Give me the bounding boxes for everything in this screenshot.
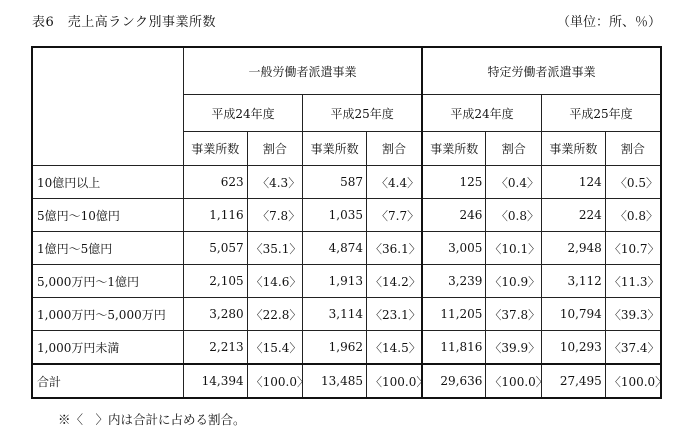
establishments-table bbox=[31, 46, 668, 399]
count-cell: 2,105 bbox=[183, 265, 247, 298]
col-header-count: 事業所数 bbox=[422, 132, 486, 166]
count-cell: 587 bbox=[303, 166, 367, 199]
count-cell: 4,874 bbox=[303, 232, 367, 265]
pct-cell: 〈15.4〉 bbox=[247, 331, 303, 365]
pct-cell: 〈10.1〉 bbox=[486, 232, 542, 265]
row-label: 10億円以上 bbox=[32, 166, 183, 199]
table-row bbox=[32, 199, 661, 232]
count-cell: 14,394 bbox=[183, 364, 247, 398]
pct-cell: 〈39.9〉 bbox=[486, 331, 542, 365]
pct-cell: 〈11.3〉 bbox=[605, 265, 661, 298]
row-label: 5,000万円～1億円 bbox=[32, 265, 183, 298]
count-cell: 29,636 bbox=[422, 364, 486, 398]
pct-cell: 〈100.0〉 bbox=[367, 364, 423, 398]
col-header-pct: 割合 bbox=[247, 132, 303, 166]
count-cell: 3,112 bbox=[542, 265, 606, 298]
col-header-count: 事業所数 bbox=[542, 132, 606, 166]
count-cell: 27,495 bbox=[542, 364, 606, 398]
count-cell: 623 bbox=[183, 166, 247, 199]
pct-cell: 〈14.2〉 bbox=[367, 265, 423, 298]
group-header-specific: 特定労働者派遣事業 bbox=[422, 47, 661, 95]
count-cell: 1,116 bbox=[183, 199, 247, 232]
group-header-general: 一般労働者派遣事業 bbox=[183, 47, 422, 95]
count-cell: 10,794 bbox=[542, 298, 606, 331]
pct-cell: 〈10.7〉 bbox=[605, 232, 661, 265]
pct-cell: 〈35.1〉 bbox=[247, 232, 303, 265]
table-row bbox=[32, 166, 661, 199]
pct-cell: 〈4.4〉 bbox=[367, 166, 423, 199]
year-header: 平成24年度 bbox=[422, 95, 541, 132]
pct-cell: 〈0.8〉 bbox=[486, 199, 542, 232]
year-header: 平成25年度 bbox=[303, 95, 422, 132]
row-label: 1,000万円～5,000万円 bbox=[32, 298, 183, 331]
count-cell: 2,948 bbox=[542, 232, 606, 265]
footnote: ※〈 〉内は合計に占める割合。 bbox=[58, 412, 246, 427]
count-cell: 124 bbox=[542, 166, 606, 199]
year-header: 平成24年度 bbox=[183, 95, 302, 132]
pct-cell: 〈37.8〉 bbox=[486, 298, 542, 331]
total-label: 合計 bbox=[32, 364, 183, 398]
count-cell: 246 bbox=[422, 199, 486, 232]
table-row bbox=[32, 331, 661, 365]
row-label: 1億円～5億円 bbox=[32, 232, 183, 265]
unit-label: （単位：所、％） bbox=[556, 15, 661, 30]
count-cell: 3,239 bbox=[422, 265, 486, 298]
col-header-count: 事業所数 bbox=[183, 132, 247, 166]
count-cell: 1,913 bbox=[303, 265, 367, 298]
count-cell: 5,057 bbox=[183, 232, 247, 265]
total-row bbox=[32, 364, 661, 398]
pct-cell: 〈14.5〉 bbox=[367, 331, 423, 365]
count-cell: 2,213 bbox=[183, 331, 247, 365]
count-cell: 13,485 bbox=[303, 364, 367, 398]
pct-cell: 〈0.5〉 bbox=[605, 166, 661, 199]
pct-cell: 〈37.4〉 bbox=[605, 331, 661, 365]
table-title: 表6 売上高ランク別事業所数 bbox=[32, 15, 217, 30]
corner-cell bbox=[32, 47, 183, 166]
col-header-pct: 割合 bbox=[605, 132, 661, 166]
pct-cell: 〈100.0〉 bbox=[605, 364, 661, 398]
row-label: 5億円～10億円 bbox=[32, 199, 183, 232]
count-cell: 1,962 bbox=[303, 331, 367, 365]
table-row bbox=[32, 298, 661, 331]
pct-cell: 〈100.0〉 bbox=[247, 364, 303, 398]
pct-cell: 〈23.1〉 bbox=[367, 298, 423, 331]
col-header-pct: 割合 bbox=[486, 132, 542, 166]
count-cell: 125 bbox=[422, 166, 486, 199]
pct-cell: 〈0.4〉 bbox=[486, 166, 542, 199]
table-row bbox=[32, 265, 661, 298]
pct-cell: 〈4.3〉 bbox=[247, 166, 303, 199]
count-cell: 3,280 bbox=[183, 298, 247, 331]
table-row bbox=[32, 232, 661, 265]
count-cell: 3,114 bbox=[303, 298, 367, 331]
pct-cell: 〈36.1〉 bbox=[367, 232, 423, 265]
count-cell: 10,293 bbox=[542, 331, 606, 365]
pct-cell: 〈7.7〉 bbox=[367, 199, 423, 232]
count-cell: 11,205 bbox=[422, 298, 486, 331]
pct-cell: 〈100.0〉 bbox=[486, 364, 542, 398]
pct-cell: 〈14.6〉 bbox=[247, 265, 303, 298]
count-cell: 1,035 bbox=[303, 199, 367, 232]
col-header-pct: 割合 bbox=[367, 132, 423, 166]
pct-cell: 〈39.3〉 bbox=[605, 298, 661, 331]
pct-cell: 〈22.8〉 bbox=[247, 298, 303, 331]
count-cell: 3,005 bbox=[422, 232, 486, 265]
pct-cell: 〈7.8〉 bbox=[247, 199, 303, 232]
pct-cell: 〈0.8〉 bbox=[605, 199, 661, 232]
year-header: 平成25年度 bbox=[542, 95, 662, 132]
col-header-count: 事業所数 bbox=[303, 132, 367, 166]
pct-cell: 〈10.9〉 bbox=[486, 265, 542, 298]
count-cell: 11,816 bbox=[422, 331, 486, 365]
row-label: 1,000万円未満 bbox=[32, 331, 183, 365]
count-cell: 224 bbox=[542, 199, 606, 232]
